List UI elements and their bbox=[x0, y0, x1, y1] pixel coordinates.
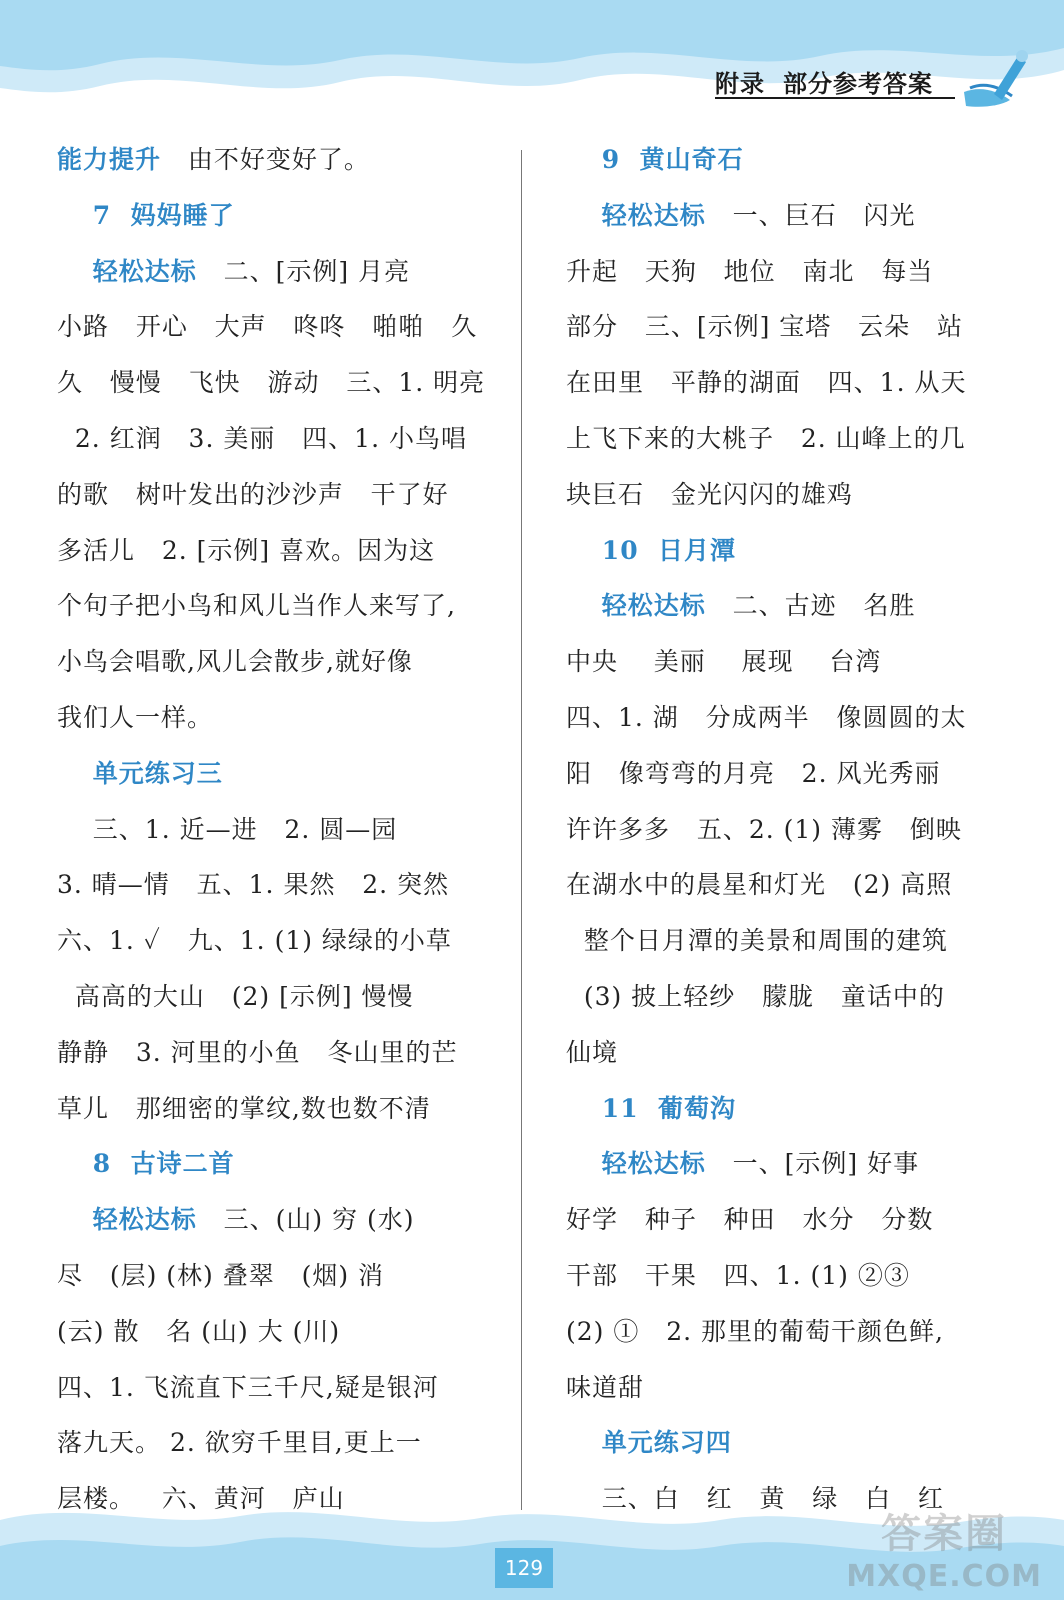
answer-line bbox=[57, 1025, 477, 1081]
answer-text: 仙境 bbox=[566, 1037, 619, 1067]
header-rule bbox=[715, 97, 955, 99]
answer-text: 二、古迹 名胜 bbox=[705, 591, 916, 621]
answer-line bbox=[566, 746, 986, 802]
section-heading: 轻松达标 bbox=[92, 1205, 197, 1235]
answer-line bbox=[566, 1081, 986, 1137]
answer-line bbox=[57, 857, 477, 913]
answer-line bbox=[57, 913, 477, 969]
answer-text: 层楼。 六、黄河 庐山 bbox=[57, 1484, 345, 1514]
answer-text: 三、白 红 黄 绿 白 红 bbox=[566, 1484, 944, 1514]
answer-line bbox=[57, 1136, 477, 1192]
answer-text: 许许多多 五、2. (1) 薄雾 倒映 bbox=[566, 814, 962, 844]
answer-text: 久 慢慢 飞快 游动 三、1. 明亮 bbox=[57, 368, 486, 398]
answer-line bbox=[57, 299, 477, 355]
answer-text: 二、[示例] 月亮 bbox=[196, 256, 411, 286]
section-heading: 9 黄山奇石 bbox=[601, 145, 744, 174]
answer-line bbox=[57, 523, 477, 579]
answer-text: 中央 美丽 展现 台湾 bbox=[566, 647, 882, 677]
answer-text: 六、1. ✓ 九、1. (1) 绿绿的小草 bbox=[57, 926, 452, 956]
answer-line bbox=[566, 857, 986, 913]
answer-text bbox=[566, 1428, 602, 1457]
answer-line bbox=[566, 244, 986, 300]
answer-line bbox=[566, 634, 986, 690]
answer-text: 高高的大山 (2) [示例] 慢慢 bbox=[57, 981, 414, 1011]
answer-text bbox=[57, 1149, 93, 1178]
answer-line bbox=[566, 1192, 986, 1248]
answer-line bbox=[57, 1415, 477, 1471]
section-heading: 单元练习四 bbox=[601, 1428, 732, 1458]
answer-line bbox=[57, 746, 477, 802]
answer-text bbox=[57, 759, 93, 788]
answer-text: 味道甜 bbox=[566, 1372, 645, 1402]
left-column bbox=[57, 132, 486, 1527]
answer-line bbox=[566, 1136, 986, 1192]
answer-line bbox=[566, 578, 986, 634]
answer-text: 整个日月潭的美景和周围的建筑 bbox=[566, 926, 948, 956]
answer-line bbox=[57, 188, 477, 244]
right-column bbox=[566, 132, 986, 1527]
answer-text: 多活儿 2. [示例] 喜欢。因为这 bbox=[57, 535, 436, 565]
answer-text: 干部 干果 四、1. (1) ②③ bbox=[566, 1260, 910, 1290]
answer-text bbox=[57, 257, 93, 286]
answer-text bbox=[57, 1205, 93, 1234]
answer-text: 块巨石 金光闪闪的雄鸡 bbox=[566, 479, 853, 509]
top-wave-decoration bbox=[0, 0, 1064, 120]
section-heading: 10 日月潭 bbox=[601, 535, 736, 565]
answer-text bbox=[566, 536, 602, 565]
answer-line bbox=[57, 244, 477, 300]
answer-line bbox=[566, 188, 986, 244]
answer-line bbox=[57, 1248, 477, 1304]
answer-line bbox=[566, 132, 986, 188]
answer-text: 好学 种子 种田 水分 分数 bbox=[566, 1205, 934, 1235]
answer-line bbox=[57, 411, 477, 467]
header-label bbox=[715, 64, 933, 99]
answer-text: 四、1. 飞流直下三千尺,疑是银河 bbox=[57, 1372, 439, 1402]
header-section: 部分参考答案 bbox=[783, 69, 933, 98]
column-divider bbox=[521, 150, 522, 1510]
header-appendix: 附录 bbox=[715, 69, 765, 98]
answer-line bbox=[566, 355, 986, 411]
answer-text: 上飞下来的大桃子 2. 山峰上的几 bbox=[566, 423, 966, 453]
answer-text: 一、巨石 闪光 bbox=[705, 200, 916, 230]
answer-line bbox=[566, 299, 986, 355]
answer-text bbox=[566, 1094, 602, 1123]
answer-line bbox=[566, 523, 986, 579]
answer-text: 小鸟会唱歌,风儿会散步,就好像 bbox=[57, 647, 413, 677]
answer-text: 由不好变好了。 bbox=[161, 145, 370, 174]
answer-line bbox=[566, 467, 986, 523]
section-heading: 轻松达标 bbox=[601, 1149, 706, 1179]
answer-text: 静静 3. 河里的小鱼 冬山里的芒 bbox=[57, 1037, 458, 1067]
section-heading: 能力提升 bbox=[57, 145, 162, 174]
answer-text: 草儿 那细密的掌纹,数也数不清 bbox=[57, 1093, 431, 1123]
answer-line bbox=[566, 1415, 986, 1471]
answer-text: 升起 天狗 地位 南北 每当 bbox=[566, 256, 934, 286]
answer-text: 一、[示例] 好事 bbox=[705, 1149, 920, 1179]
answer-line bbox=[566, 969, 986, 1025]
watermark-url: MXQE.COM bbox=[846, 1559, 1042, 1594]
answer-text: 三、1. 近—进 2. 圆—园 bbox=[57, 814, 398, 844]
answer-line bbox=[57, 690, 477, 746]
answer-text bbox=[566, 1149, 602, 1178]
section-heading: 8 古诗二首 bbox=[92, 1149, 235, 1179]
answer-text: 的歌 树叶发出的沙沙声 干了好 bbox=[57, 479, 449, 509]
answer-line bbox=[57, 802, 477, 858]
answer-line bbox=[57, 132, 477, 188]
answer-line bbox=[566, 411, 986, 467]
answer-text: 尽 (层) (林) 叠翠 (烟) 消 bbox=[57, 1260, 385, 1290]
section-heading: 轻松达标 bbox=[601, 200, 706, 230]
answer-line bbox=[57, 578, 477, 634]
answer-line bbox=[57, 634, 477, 690]
answer-line bbox=[57, 467, 477, 523]
answer-text: (3) 披上轻纱 朦胧 童话中的 bbox=[566, 981, 945, 1011]
answer-text: 部分 三、[示例] 宝塔 云朵 站 bbox=[566, 312, 963, 342]
section-heading: 单元练习三 bbox=[92, 758, 223, 788]
answer-text bbox=[566, 201, 602, 230]
answer-text: 在湖水中的晨星和灯光 (2) 高照 bbox=[566, 870, 953, 900]
answer-line bbox=[57, 1192, 477, 1248]
answer-line bbox=[57, 969, 477, 1025]
answer-line bbox=[57, 355, 486, 411]
answer-text: 2. 红润 3. 美丽 四、1. 小鸟唱 bbox=[57, 423, 467, 453]
answer-text: 小路 开心 大声 咚咚 啪啪 久 bbox=[57, 312, 478, 342]
answer-text: 阳 像弯弯的月亮 2. 风光秀丽 bbox=[566, 758, 941, 788]
answer-text: 四、1. 湖 分成两半 像圆圆的太 bbox=[566, 702, 967, 732]
answer-text bbox=[566, 145, 602, 174]
watermark-logo: 答案圈 bbox=[881, 1511, 1008, 1557]
answer-text bbox=[57, 201, 93, 230]
answer-line bbox=[566, 802, 986, 858]
answer-text: (2) ① 2. 那里的葡萄干颜色鲜, bbox=[566, 1316, 944, 1346]
section-heading: 轻松达标 bbox=[92, 256, 197, 286]
answer-line bbox=[566, 1304, 986, 1360]
watermark bbox=[846, 1502, 1042, 1594]
answer-text: (云) 散 名 (山) 大 (川) bbox=[57, 1316, 341, 1346]
answer-text bbox=[566, 591, 602, 620]
answer-text: 三、(山) 穷 (水) bbox=[196, 1205, 415, 1235]
section-heading: 轻松达标 bbox=[601, 591, 706, 621]
answer-text: 在田里 平静的湖面 四、1. 从天 bbox=[566, 368, 967, 398]
answer-text: 我们人一样。 bbox=[57, 702, 214, 732]
answer-text: 落九天。 2. 欲穷千里目,更上一 bbox=[57, 1428, 422, 1458]
answer-line bbox=[566, 1025, 986, 1081]
answer-text: 3. 晴—情 五、1. 果然 2. 突然 bbox=[57, 870, 450, 900]
section-heading: 7 妈妈睡了 bbox=[92, 200, 235, 230]
answer-line bbox=[566, 913, 986, 969]
answer-text: 个句子把小鸟和风儿当作人来写了, bbox=[57, 591, 456, 621]
pen-book-icon bbox=[960, 48, 1035, 118]
answer-line bbox=[57, 1081, 477, 1137]
answer-line bbox=[566, 690, 986, 746]
section-heading: 11 葡萄沟 bbox=[601, 1093, 736, 1123]
answer-line bbox=[566, 1248, 986, 1304]
answer-line bbox=[566, 1360, 986, 1416]
answer-line bbox=[57, 1304, 477, 1360]
page-number: 129 bbox=[495, 1548, 553, 1588]
answer-line bbox=[57, 1360, 477, 1416]
